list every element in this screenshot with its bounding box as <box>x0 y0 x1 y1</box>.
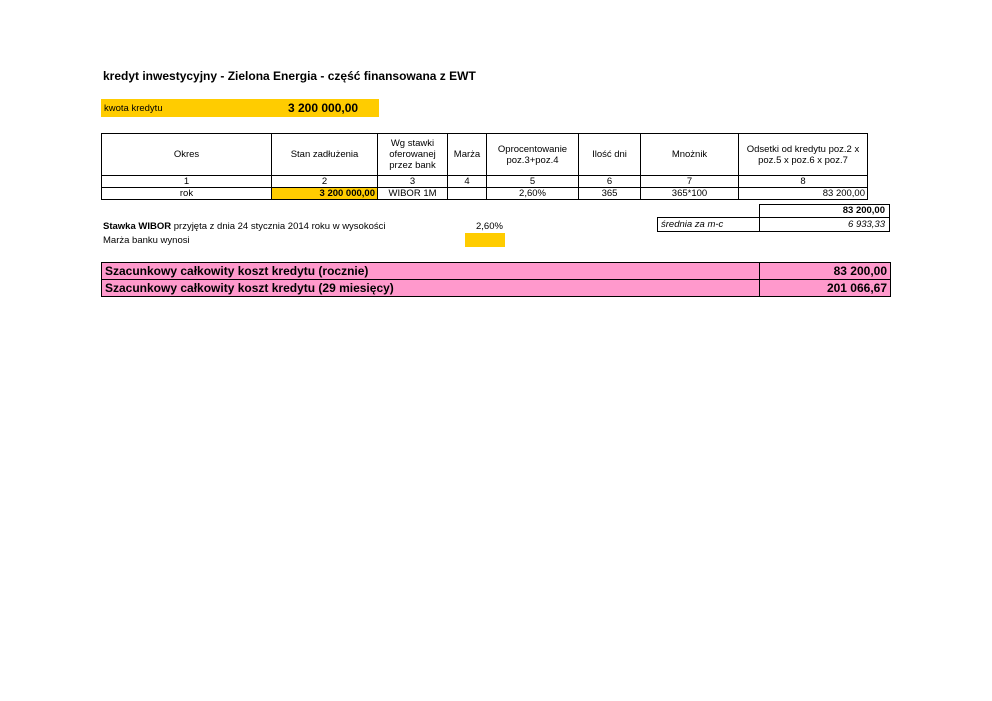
summary-label: Szacunkowy całkowity koszt kredytu (rocznie) <box>102 263 760 280</box>
cell-mnoznik[interactable]: 365*100 <box>641 188 739 200</box>
col-number: 6 <box>579 176 641 188</box>
header-okres: Okres <box>102 134 272 176</box>
col-number: 8 <box>739 176 868 188</box>
marza-label: Marża banku wynosi <box>103 235 190 246</box>
average-value[interactable]: 6 933,33 <box>848 219 885 230</box>
document-title: kredyt inwestycyjny - Zielona Energia - część finansowana z EWT <box>103 69 476 83</box>
summary-value[interactable]: 83 200,00 <box>760 263 891 280</box>
table-number-row <box>102 176 868 188</box>
loan-amount-label: kwota kredytu <box>104 103 163 114</box>
summary-table <box>101 262 891 297</box>
wibor-note-bold: Stawka WIBOR <box>103 221 172 232</box>
wibor-note <box>103 221 386 232</box>
cell-stan-zadluzenia[interactable]: 3 200 000,00 <box>272 188 378 200</box>
wibor-value[interactable]: 2,60% <box>476 221 503 232</box>
header-stan-zadluzenia: Stan zadłużenia <box>272 134 378 176</box>
summary-label: Szacunkowy całkowity koszt kredytu (29 miesięcy) <box>102 280 760 297</box>
average-label: średnia za m-c <box>661 219 724 230</box>
header-oprocentowanie: Oprocentowanie poz.3+poz.4 <box>487 134 579 176</box>
header-odsetki: Odsetki od kredytu poz.2 x poz.5 x poz.6 x poz.7 <box>739 134 868 176</box>
cell-okres[interactable]: rok <box>102 188 272 200</box>
cell-marza[interactable] <box>448 188 487 200</box>
summary-row <box>102 280 891 297</box>
col-number: 4 <box>448 176 487 188</box>
cell-ilosc-dni[interactable]: 365 <box>579 188 641 200</box>
col-number: 7 <box>641 176 739 188</box>
col-number: 1 <box>102 176 272 188</box>
header-marza: Marża <box>448 134 487 176</box>
cell-odsetki[interactable]: 83 200,00 <box>739 188 868 200</box>
col-number: 5 <box>487 176 579 188</box>
summary-row <box>102 263 891 280</box>
cell-wg-stawki[interactable]: WIBOR 1M <box>378 188 448 200</box>
loan-amount-value[interactable]: 3 200 000,00 <box>288 101 359 115</box>
col-number: 2 <box>272 176 378 188</box>
interest-total[interactable]: 83 200,00 <box>842 205 885 216</box>
wibor-note-text: przyjęta z dnia 24 stycznia 2014 roku w wysokości <box>171 221 386 232</box>
header-wg-stawki: Wg stawki oferowanej przez bank <box>378 134 448 176</box>
header-mnoznik: Mnożnik <box>641 134 739 176</box>
summary-value[interactable]: 201 066,67 <box>760 280 891 297</box>
cell-oprocentowanie[interactable]: 2,60% <box>487 188 579 200</box>
table-header-row <box>102 134 868 176</box>
table-row <box>102 188 868 200</box>
col-number: 3 <box>378 176 448 188</box>
header-ilosc-dni: Ilość dni <box>579 134 641 176</box>
interest-table <box>101 133 868 200</box>
marza-input-cell[interactable] <box>465 233 505 247</box>
